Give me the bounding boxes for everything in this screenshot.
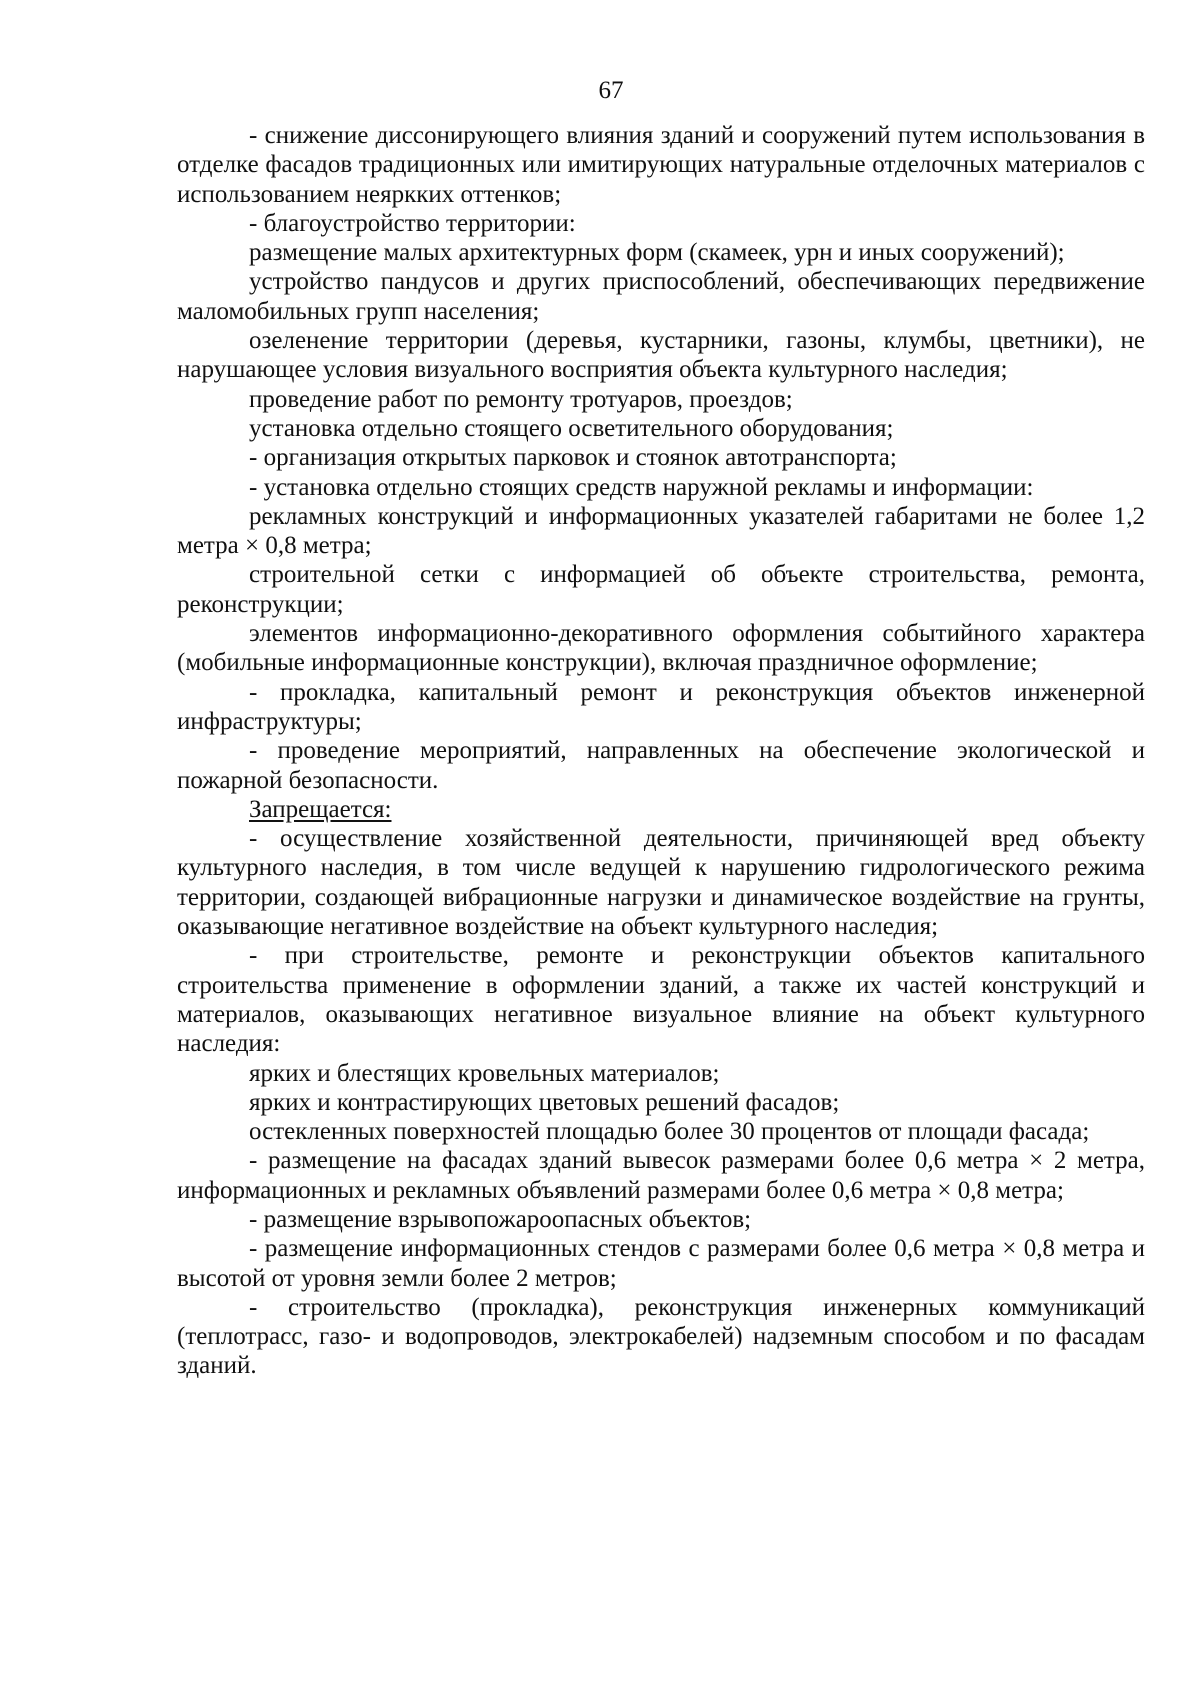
paragraph: ярких и блестящих кровельных материалов;: [249, 1059, 720, 1087]
paragraph: - осуществление хозяйственной деятельности, причиняющей вред объекту культурного наследия, в том числе ведущей к нарушению гидрологического режима территории, создающей вибрационные нагрузки и динамическое воздействие на грунты, оказывающие негативное воздействие на объект культурного наследия;: [177, 825, 1145, 941]
paragraph: - проведение мероприятий, направленных на обеспечение экологической и пожарной безопасности.: [177, 737, 1145, 794]
paragraph: рекламных конструкций и информационных указателей габаритами не более 1,2 метра × 0,8 метра;: [177, 502, 1145, 560]
paragraph: озеленение территории (деревья, кустарники, газоны, клумбы, цветники), не нарушающее условия визуального восприятия объекта культурного наследия;: [177, 327, 1145, 384]
paragraph: - установка отдельно стоящих средств наружной рекламы и информации:: [249, 473, 1034, 501]
paragraph: - размещение на фасадах зданий вывесок размерами более 0,6 метра × 2 метра, информационных и рекламных объявлений размерами более 0,6 метра × 0,8 метра;: [177, 1147, 1145, 1204]
document-body: [177, 121, 1145, 1381]
paragraph: ярких и контрастирующих цветовых решений фасадов;: [249, 1088, 840, 1116]
paragraph: - прокладка, капитальный ремонт и реконструкция объектов инженерной инфраструктуры;: [177, 678, 1145, 735]
paragraph: устройство пандусов и других приспособлений, обеспечивающих передвижение маломобильных групп населения;: [177, 268, 1145, 325]
paragraph: установка отдельно стоящего осветительного оборудования;: [249, 414, 894, 442]
paragraph: - строительство (прокладка), реконструкция инженерных коммуникаций (теплотрасс, газо- и водопроводов, электрокабелей) надземным способом и по фасадам зданий.: [177, 1293, 1145, 1380]
paragraph: - организация открытых парковок и стоянок автотранспорта;: [249, 444, 897, 472]
paragraph: строительной сетки с информацией об объекте строительства, ремонта, реконструкции;: [177, 561, 1145, 618]
paragraph: - при строительстве, ремонте и реконструкции объектов капитального строительства применение в оформлении зданий, а также их частей конструкций и материалов, оказывающих негативное визуальное влияние на объект культурного наследия:: [177, 942, 1145, 1058]
paragraph: - размещение взрывопожароопасных объектов;: [249, 1205, 752, 1233]
paragraph: элементов информационно-декоративного оформления событийного характера (мобильные информационные конструкции), включая праздничное оформление;: [177, 620, 1145, 677]
section-heading: [177, 795, 1145, 824]
paragraph: проведение работ по ремонту тротуаров, проездов;: [249, 385, 793, 413]
paragraph: - размещение информационных стендов с размерами более 0,6 метра × 0,8 метра и высотой от уровня земли более 2 метров;: [177, 1235, 1145, 1292]
prohibited-heading: Запрещается:: [249, 795, 392, 823]
page-number: 67: [598, 77, 624, 104]
paragraph: - снижение диссонирующего влияния зданий и сооружений путем использования в отделке фасадов традиционных или имитирующих натуральные отделочных материалов с использованием неяркких оттенков;: [177, 122, 1145, 208]
paragraph: - благоустройство территории:: [249, 209, 576, 237]
paragraph: размещение малых архитектурных форм (скамеек, урн и иных сооружений);: [249, 239, 1065, 267]
paragraph: остекленных поверхностей площадью более 30 процентов от площади фасада;: [249, 1118, 1090, 1146]
